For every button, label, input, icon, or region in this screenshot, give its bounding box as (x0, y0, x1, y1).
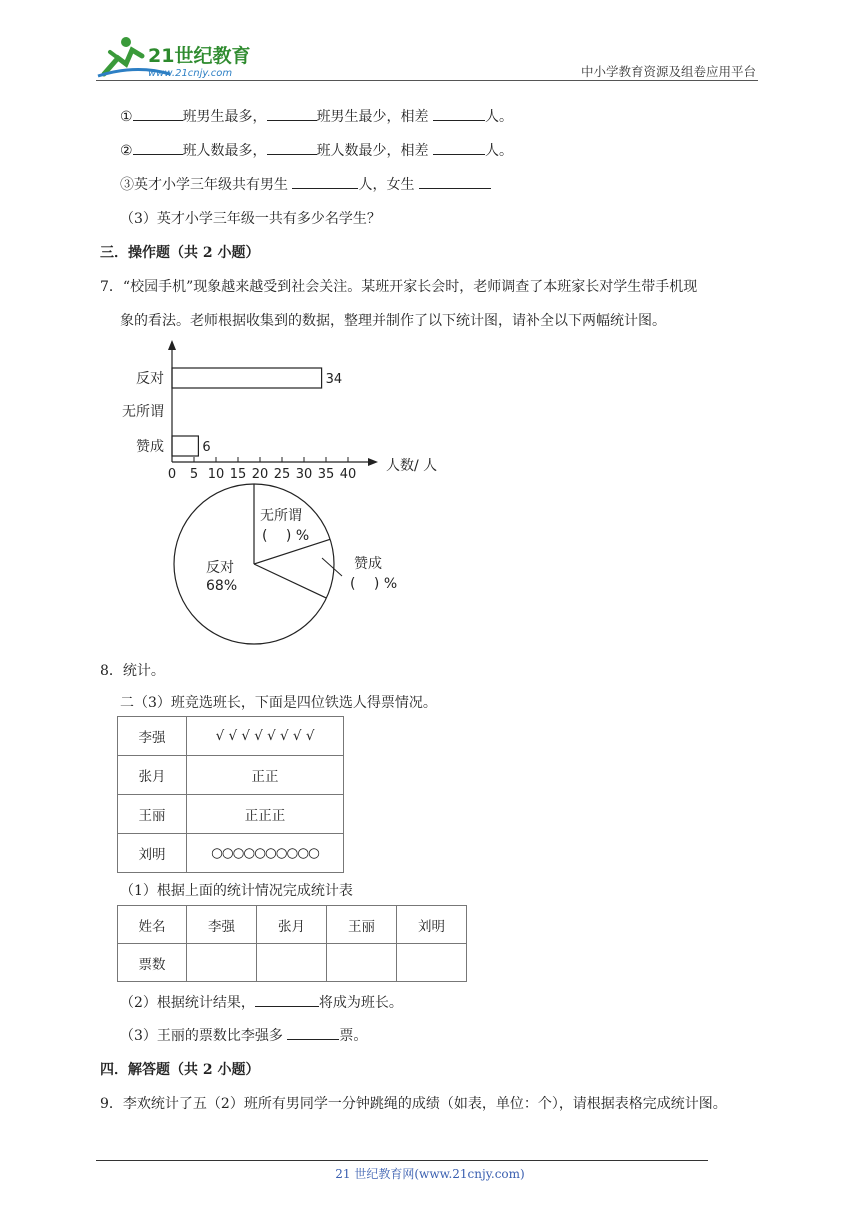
tally-cell: ○○○○○○○○○○ (187, 834, 344, 873)
q6-text: 班男生最多， (182, 109, 267, 125)
table-row (118, 795, 344, 834)
header-cell: 刘明 (397, 906, 467, 944)
answer-blank[interactable] (133, 140, 183, 155)
q9-text: 9．李欢统计了五（2）班所有男同学一分钟跳绳的成绩（如表，单位：个），请根据表格完成统计图。 (100, 1096, 727, 1112)
table-row (118, 906, 467, 944)
x-axis-label: 人数/ 人 (386, 458, 438, 474)
vote-input-cell[interactable] (397, 944, 467, 982)
vote-count-table (117, 905, 467, 982)
x-tick-label: 10 (207, 467, 225, 482)
q6-text: 人，女生 (358, 177, 415, 193)
header-cell: 李强 (187, 906, 257, 944)
q7-text-1: 7．“校园手机”现象越来越受到社会关注。某班开家长会时，老师调查了本班家长对学生带手机现 (100, 279, 698, 295)
tally-cell: √ √ √ √ √ √ √ √ (187, 717, 344, 756)
x-tick-label: 25 (273, 467, 291, 482)
x-tick-label: 0 (167, 467, 177, 482)
logo-main-text: 21世纪教育 (148, 45, 251, 67)
tally-cell: 正正正 (187, 795, 344, 834)
answer-blank[interactable] (267, 106, 317, 121)
q6-text: 班人数最少，相差 (316, 143, 429, 159)
vote-input-cell[interactable] (257, 944, 327, 982)
q6-question-3: （3）英才小学三年级一共有多少名学生？ (120, 211, 381, 227)
q8-sub-1: （1）根据上面的统计情况完成统计表 (120, 883, 353, 899)
q6-text: ③英才小学三年级共有男生 (120, 177, 288, 193)
platform-name: 中小学教育资源及组卷应用平台 (580, 64, 756, 79)
pie-label-support: 赞成 (354, 556, 382, 572)
answer-blank[interactable] (292, 174, 358, 189)
answer-blank[interactable] (419, 174, 491, 189)
answer-blank[interactable] (433, 140, 485, 155)
x-tick-label: 20 (251, 467, 269, 482)
table-row (118, 756, 344, 795)
bar-category-label: 反对 (136, 371, 164, 387)
x-tick-label: 35 (317, 467, 335, 482)
pie-value-indifferent: ( ) % (262, 528, 310, 544)
footer-divider (96, 1160, 708, 1161)
header-cell: 张月 (257, 906, 327, 944)
label-pointer (322, 558, 342, 576)
table-row (118, 717, 344, 756)
bar-category-label: 赞成 (136, 439, 164, 455)
pie-label-against: 反对 (206, 560, 234, 576)
q6-text: 班男生最少，相差 (316, 109, 429, 125)
header-cell: 姓名 (118, 906, 187, 944)
answer-blank[interactable] (433, 106, 485, 121)
bar (172, 436, 198, 456)
vote-input-cell[interactable] (327, 944, 397, 982)
q8-text: （2）根据统计结果， (120, 995, 255, 1011)
bar-value-label: 6 (202, 440, 211, 455)
pie-label-indifferent: 无所谓 (260, 508, 302, 524)
bar-chart (120, 338, 460, 488)
circle-num-2: ② (120, 143, 133, 159)
q6-line-1 (120, 106, 513, 126)
x-tick-label: 15 (229, 467, 247, 482)
candidate-name: 刘明 (118, 834, 187, 873)
candidate-name: 李强 (118, 717, 187, 756)
circle-num-1: ① (120, 109, 133, 125)
site-logo (96, 34, 266, 80)
pie-value-against: 68% (206, 578, 238, 594)
q6-text: 人。 (485, 143, 514, 159)
q6-text: 人。 (485, 109, 514, 125)
x-axis-arrow-icon (368, 458, 378, 466)
q6-text: 班人数最多， (182, 143, 267, 159)
section-3-heading: 三．操作题（共 2 小题） (100, 245, 260, 261)
x-tick-label: 30 (295, 467, 313, 482)
tally-table (117, 716, 344, 873)
section-4-heading: 四．解答题（共 2 小题） (100, 1062, 260, 1078)
bar-category-label: 无所谓 (122, 404, 164, 420)
answer-blank[interactable] (287, 1025, 339, 1040)
q8-text: （3）王丽的票数比李强多 (120, 1028, 283, 1044)
x-tick-label: 40 (339, 467, 357, 482)
table-row (118, 944, 467, 982)
footer-text: 21 世纪教育网(www.21cnjy.com) (335, 1167, 525, 1181)
x-tick-label: 5 (189, 467, 199, 482)
q8-sub-2 (120, 992, 403, 1012)
q8-text: 票。 (339, 1028, 368, 1044)
q8-intro: 二（3）班竞选班长，下面是四位铁选人得票情况。 (120, 695, 437, 711)
q8-text: 将成为班长。 (318, 995, 403, 1011)
q8-sub-3 (120, 1025, 367, 1045)
pie-value-support: ( ) % (350, 576, 398, 592)
header-cell: 王丽 (327, 906, 397, 944)
logo-sub-text: www.21cnjy.com (148, 68, 233, 79)
bar (172, 368, 322, 388)
tally-cell: 正正 (187, 756, 344, 795)
pie-slice-divider (254, 564, 326, 598)
vote-input-cell[interactable] (187, 944, 257, 982)
q8-title: 8．统计。 (100, 663, 165, 679)
q7-text-2: 象的看法。老师根据收集到的数据，整理并制作了以下统计图，请补全以下两幅统计图。 (120, 313, 666, 329)
header-divider (96, 80, 758, 81)
bar-value-label: 34 (325, 372, 343, 387)
answer-blank[interactable] (255, 992, 319, 1007)
row-label: 票数 (118, 944, 187, 982)
runner-logo-icon (96, 34, 266, 80)
answer-blank[interactable] (133, 106, 183, 121)
q6-line-2 (120, 140, 513, 160)
pie-chart (150, 478, 430, 653)
table-row (118, 834, 344, 873)
candidate-name: 张月 (118, 756, 187, 795)
q6-line-3 (120, 174, 491, 194)
answer-blank[interactable] (267, 140, 317, 155)
y-axis-arrow-icon (168, 340, 176, 350)
candidate-name: 王丽 (118, 795, 187, 834)
